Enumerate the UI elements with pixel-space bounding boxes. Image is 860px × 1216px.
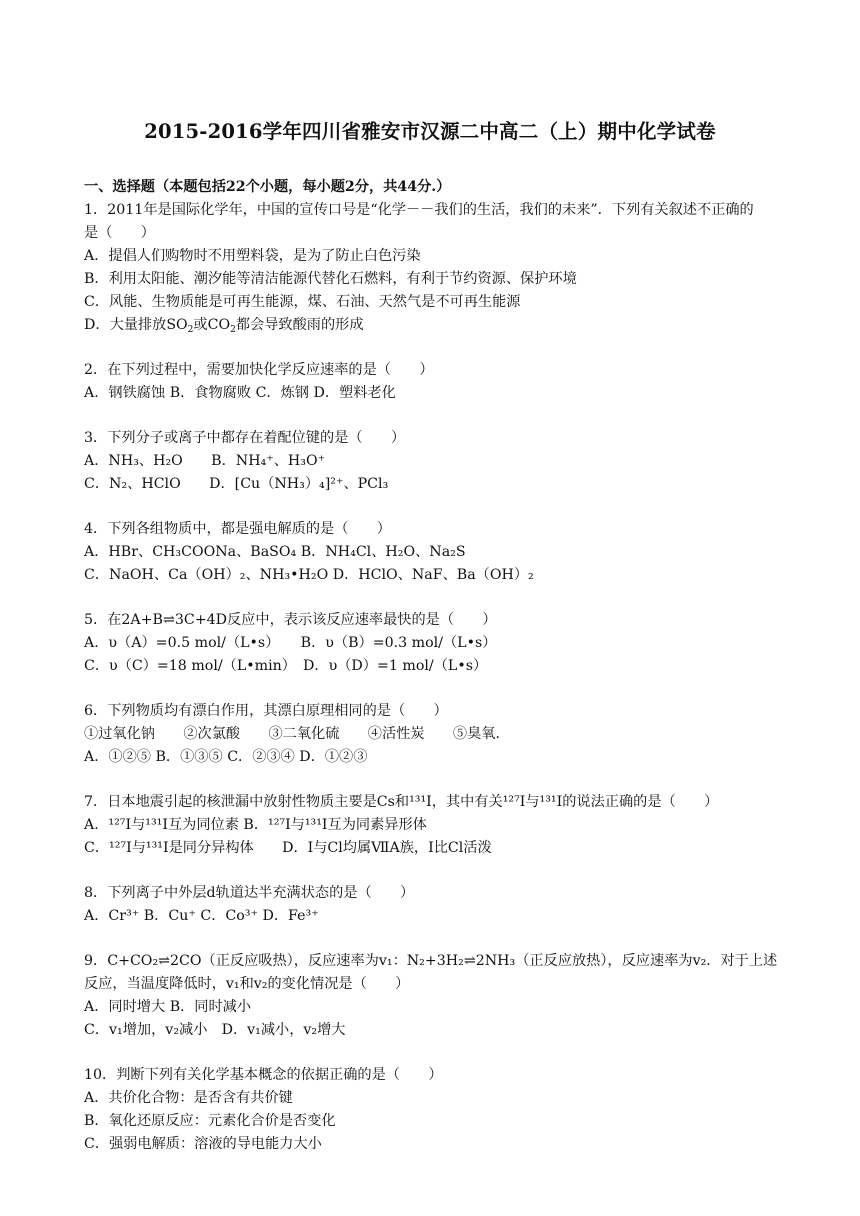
q3-stem: 3．下列分子或离子中都存在着配位键的是（ ） xyxy=(84,430,406,446)
q4-stem: 4．下列各组物质中，都是强电解质的是（ ） xyxy=(84,521,391,537)
q10-option-a: A．共价化合物：是否含有共价键 xyxy=(84,1090,293,1106)
q9-options-ab: A．同时增大 B．同时减小 xyxy=(84,999,252,1015)
exam-title: 2015-2016学年四川省雅安市汉源二中高二（上）期中化学试卷 xyxy=(144,120,716,143)
q7-stem: 7．日本地震引起的核泄漏中放射性物质主要是Cs和¹³¹I，其中有关¹²⁷I与¹³¹I的说法正确的是（ ） xyxy=(84,794,719,810)
q5-options-cd: C．υ（C）=18 mol/（L•min） D．υ（D）=1 mol/（L•s） xyxy=(84,658,488,674)
q4-options-ab: A．HBr、CH₃COONa、BaSO₄ B．NH₄Cl、H₂O、Na₂S xyxy=(84,544,466,560)
q3-options-cd: C．N₂、HClO D．[Cu（NH₃）₄]²⁺、PCl₃ xyxy=(84,476,389,492)
q6-stem: 6．下列物质均有漂白作用，其漂白原理相同的是（ ） xyxy=(84,703,448,719)
q4-options-cd: C．NaOH、Ca（OH）₂、NH₃•H₂O D．HClO、NaF、Ba（OH）₂ xyxy=(84,567,534,583)
q6-options: A．①②⑤ B．①③⑤ C．②③④ D．①②③ xyxy=(84,749,368,765)
q6-items: ①过氧化钠 ②次氯酸 ③二氧化硫 ④活性炭 ⑤臭氧． xyxy=(84,726,510,742)
q9-stem-line2: 反应，当温度降低时，v₁和v₂的变化情况是（ ） xyxy=(84,976,410,992)
q10-option-c: C．强弱电解质：溶液的导电能力大小 xyxy=(84,1136,322,1152)
q9-stem-line1: 9．C+CO₂⇌2CO（正反应吸热），反应速率为v₁：N₂+3H₂⇌2NH₃（正反应放热），反应速率为v₂．对于上述 xyxy=(84,953,778,969)
q2-stem: 2．在下列过程中，需要加快化学反应速率的是（ ） xyxy=(84,362,434,378)
q1-option-d xyxy=(84,314,364,334)
q1-option-c: C．风能、生物质能是可再生能源，煤、石油、天然气是不可再生能源 xyxy=(84,294,521,310)
q8-stem: 8．下列离子中外层d轨道达半充满状态的是（ ） xyxy=(84,885,415,901)
q1-d-part1: D．大量排放SO xyxy=(84,317,188,333)
q7-options-ab: A．¹²⁷I与¹³¹I互为同位素 B．¹²⁷I与¹³¹I互为同素异形体 xyxy=(84,817,427,833)
section-heading: 一、选择题（本题包括22个小题，每小题2分，共44分.） xyxy=(84,179,451,195)
q3-options-ab: A．NH₃、H₂O B．NH₄⁺、H₃O⁺ xyxy=(84,453,326,469)
q5-options-ab: A．υ（A）=0.5 mol/（L•s） B．υ（B）=0.3 mol/（L•s） xyxy=(84,635,497,651)
subscript-2: 2 xyxy=(187,325,194,335)
q10-stem: 10．判断下列有关化学基本概念的依据正确的是（ ） xyxy=(84,1067,443,1083)
q8-options: A．Cr³⁺ B．Cu⁺ C．Co³⁺ D．Fe³⁺ xyxy=(84,908,319,924)
q10-option-b: B．氧化还原反应：元素化合价是否变化 xyxy=(84,1113,336,1129)
q1-d-part2: 或CO xyxy=(193,317,231,333)
q1-stem-line1: 1．2011年是国际化学年，中国的宣传口号是“化学－－我们的生活，我们的未来”．下列有关叙述不正确的 xyxy=(84,202,754,218)
q7-options-cd: C．¹²⁷I与¹³¹I是同分异构体 D．I与Cl均属ⅦA族，I比Cl活泼 xyxy=(84,840,492,856)
q1-option-b: B．利用太阳能、潮汐能等清洁能源代替化石燃料，有利于节约资源、保护环境 xyxy=(84,271,577,287)
subscript-2: 2 xyxy=(230,325,236,335)
q1-option-a: A．提倡人们购物时不用塑料袋，是为了防止白色污染 xyxy=(84,248,421,264)
q2-options: A．钢铁腐蚀 B．食物腐败 C．炼钢 D．塑料老化 xyxy=(84,385,396,401)
q9-options-cd: C．v₁增加，v₂减小 D．v₁减小，v₂增大 xyxy=(84,1022,346,1038)
q1-stem-line2: 是（ ） xyxy=(84,225,155,241)
q1-d-part3: 都会导致酸雨的形成 xyxy=(235,317,364,333)
q5-stem: 5．在2A+B⇌3C+4D反应中，表示该反应速率最快的是（ ） xyxy=(84,612,497,628)
